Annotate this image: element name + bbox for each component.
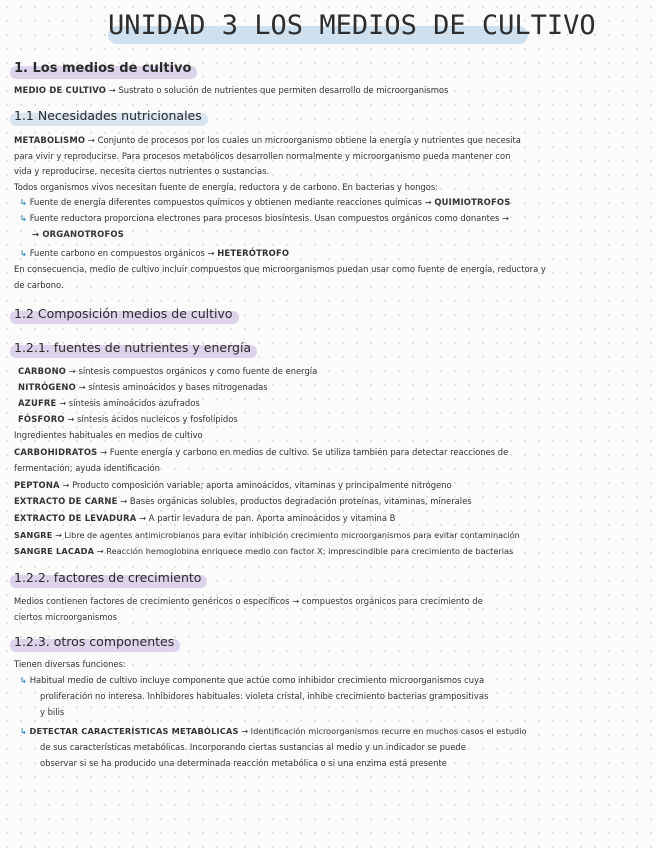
term-extracto-levadura: EXTRACTO DE LEVADURA [14,513,137,523]
title-block [108,10,596,50]
nutriente-text: → síntesis compuestos orgánicos y como fuente de energía [68,366,318,376]
term-organotrofos [32,229,124,240]
carbohidratos-line-2: fermentación; ayuda identificación [14,463,160,473]
nutriente-azufre [18,398,200,409]
bullet-metabolicas-line-2: de sus características metabólicas. Incorporando ciertas sustancias al medio y un indicador se puede [40,742,466,752]
ingrediente-sangre-lacada [14,546,513,557]
heading-1-2-text: 1.2 Composición medios de cultivo [14,306,233,321]
bullet-reductora-text: Fuente reductora proporciona electrones para procesos biosíntesis. Usan compuestos orgánicos como donantes → [29,213,510,223]
metabolismo-text-1: → Conjunto de procesos por los cuales un microorganismo obtiene la energía y nutrientes que necesita [87,135,521,145]
heading-1-1-text: 1.1 Necesidades nutricionales [14,108,202,123]
bullet-inhibidor-line-1 [20,675,484,686]
term-carbono: CARBONO [18,366,67,376]
inhibidor-text-1: Habitual medio de cultivo incluye componente que actúe como inhibidor crecimiento microorganismos cuya [29,675,485,685]
heading-1-text: 1. Los medios de cultivo [14,61,192,76]
heading-1-2-3-text: 1.2.3. otros componentes [14,634,175,649]
nutriente-carbono [18,366,317,377]
heading-1-2-1 [14,340,251,355]
term-peptona: PEPTONA [14,480,60,490]
heading-1 [14,61,191,76]
consecuencia-line-2: de carbono. [14,280,64,290]
ingrediente-extracto-carne [14,496,472,507]
bullet-energia-text: Fuente de energía diferentes compuestos químicos y obtienen mediante reacciones químicas → [29,197,432,207]
bullet-arrow-icon: ↳ [20,213,28,223]
nutriente-text: → síntesis aminoácidos azufrados [59,398,200,408]
bullet-arrow-icon: ↳ [20,248,28,258]
bullet-metabolicas-line-3: observar si se ha producido una determinada reacción metabólica o si una enzima está presente [40,758,447,768]
bullet-reductora [20,213,509,224]
definition-medio-cultivo [14,85,448,96]
carbohidratos-line-1 [14,447,508,458]
term-medio-cultivo: MEDIO DE CULTIVO [14,85,107,95]
nutriente-nitrogeno [18,382,268,393]
term-nitrogeno: NITRÓGENO [18,382,76,392]
metabolismo-line-2: para vivir y reproducirse. Para procesos metabólicos desarrollen normalmente y microorganismo pueda mantener con [14,151,511,161]
bullet-arrow-icon: ↳ [20,675,28,685]
page-title: UNIDAD 3 LOS MEDIOS DE CULTIVO [108,10,596,41]
metabolismo-line-3: vida y reproducirse, necesita ciertos nutrientes o sustancias. [14,166,270,176]
ingrediente-sangre [14,530,520,541]
nutriente-fosforo [18,414,238,425]
otros-intro: Tienen diversas funciones: [14,659,126,669]
heading-1-2-1-text: 1.2.1. fuentes de nutrientes y energía [14,340,252,355]
metabolismo-line-1 [14,135,521,146]
ingrediente-text: → Libre de agentes antimicrobianos para evitar inhibición crecimiento microorganismos para evitar contaminación [55,530,520,540]
heading-1-2 [14,306,233,321]
ingredientes-line: Ingredientes habituales en medios de cultivo [14,430,203,440]
bullet-carbono-text: Fuente carbono en compuestos orgánicos → [29,248,215,258]
ingrediente-text: → A partir levadura de pan. Aporta aminoácidos y vitamina B [139,513,396,523]
heading-1-2-3 [14,634,174,649]
bullet-arrow-icon: ↳ [20,197,28,207]
ingrediente-text: → Producto composición variable; aporta aminoácidos, vitaminas y principalmente nitrógeno [62,480,452,490]
ingrediente-extracto-levadura [14,513,395,524]
metabolicas-text-1: → Identificación microorganismos recurre en muchos casos el estudio [241,726,527,736]
factores-line-1: Medios contienen factores de crecimiento genéricos o específicos → compuestos orgánicos para crecimiento de [14,596,483,606]
bullet-inhibidor-line-2: proliferación no interesa. Inhibidores habituales: violeta cristal, inhibe crecimiento bacterias grampositivas [40,691,489,701]
ingrediente-text: → Bases orgánicas solubles, productos degradación proteínas, vitaminas, minerales [120,496,472,506]
ingrediente-text: → Reacción hemoglobina enriquece medio con factor X; imprescindible para crecimiento de bacterias [96,546,514,556]
heading-1-2-2 [14,570,201,585]
bullet-inhibidor-line-3: y bilis [40,707,65,717]
consecuencia-line-1: En consecuencia, medio de cultivo incluir compuestos que microorganismos puedan usar como fuente de energía, reductora y [14,264,546,274]
bullet-energia [20,197,510,208]
nutriente-text: → síntesis aminoácidos y bases nitrogenadas [78,382,268,392]
term-carbohidratos: CARBOHIDRATOS [14,447,98,457]
term-heterotrofo: HETERÓTROFO [217,248,290,258]
term-azufre: AZUFRE [18,398,57,408]
bullet-carbono [20,248,289,259]
term-organotrofos-text: → ORGANOTROFOS [32,229,124,239]
bullet-metabolicas-line-1 [20,726,527,737]
term-extracto-carne: EXTRACTO DE CARNE [14,496,118,506]
term-metabolismo: METABOLISMO [14,135,86,145]
definition-text: → Sustrato o solución de nutrientes que permiten desarrollo de microorganismos [108,85,449,95]
nutriente-text: → síntesis ácidos nucleicos y fosfolípidos [67,414,238,424]
ingrediente-peptona [14,480,452,491]
term-fosforo: FÓSFORO [18,414,65,424]
factores-line-2: ciertos microorganismos [14,612,117,622]
term-sangre-lacada: SANGRE LACADA [14,546,95,556]
term-quimiotrofos: QUIMIOTROFOS [434,197,511,207]
term-sangre: SANGRE [14,530,53,540]
carbohidratos-text: → Fuente energía y carbono en medios de cultivo. Se utiliza también para detectar reacciones de [100,447,509,457]
bullet-arrow-icon: ↳ [20,726,27,736]
heading-1-1 [14,108,202,123]
heading-1-2-2-text: 1.2.2. factores de crecimiento [14,570,202,585]
todos-organismos-line: Todos organismos vivos necesitan fuente de energía, reductora y de carbono. En bacterias y hongos: [14,182,439,192]
term-detectar-caracteristicas: DETECTAR CARACTERÍSTICAS METABÓLICAS [29,726,239,736]
